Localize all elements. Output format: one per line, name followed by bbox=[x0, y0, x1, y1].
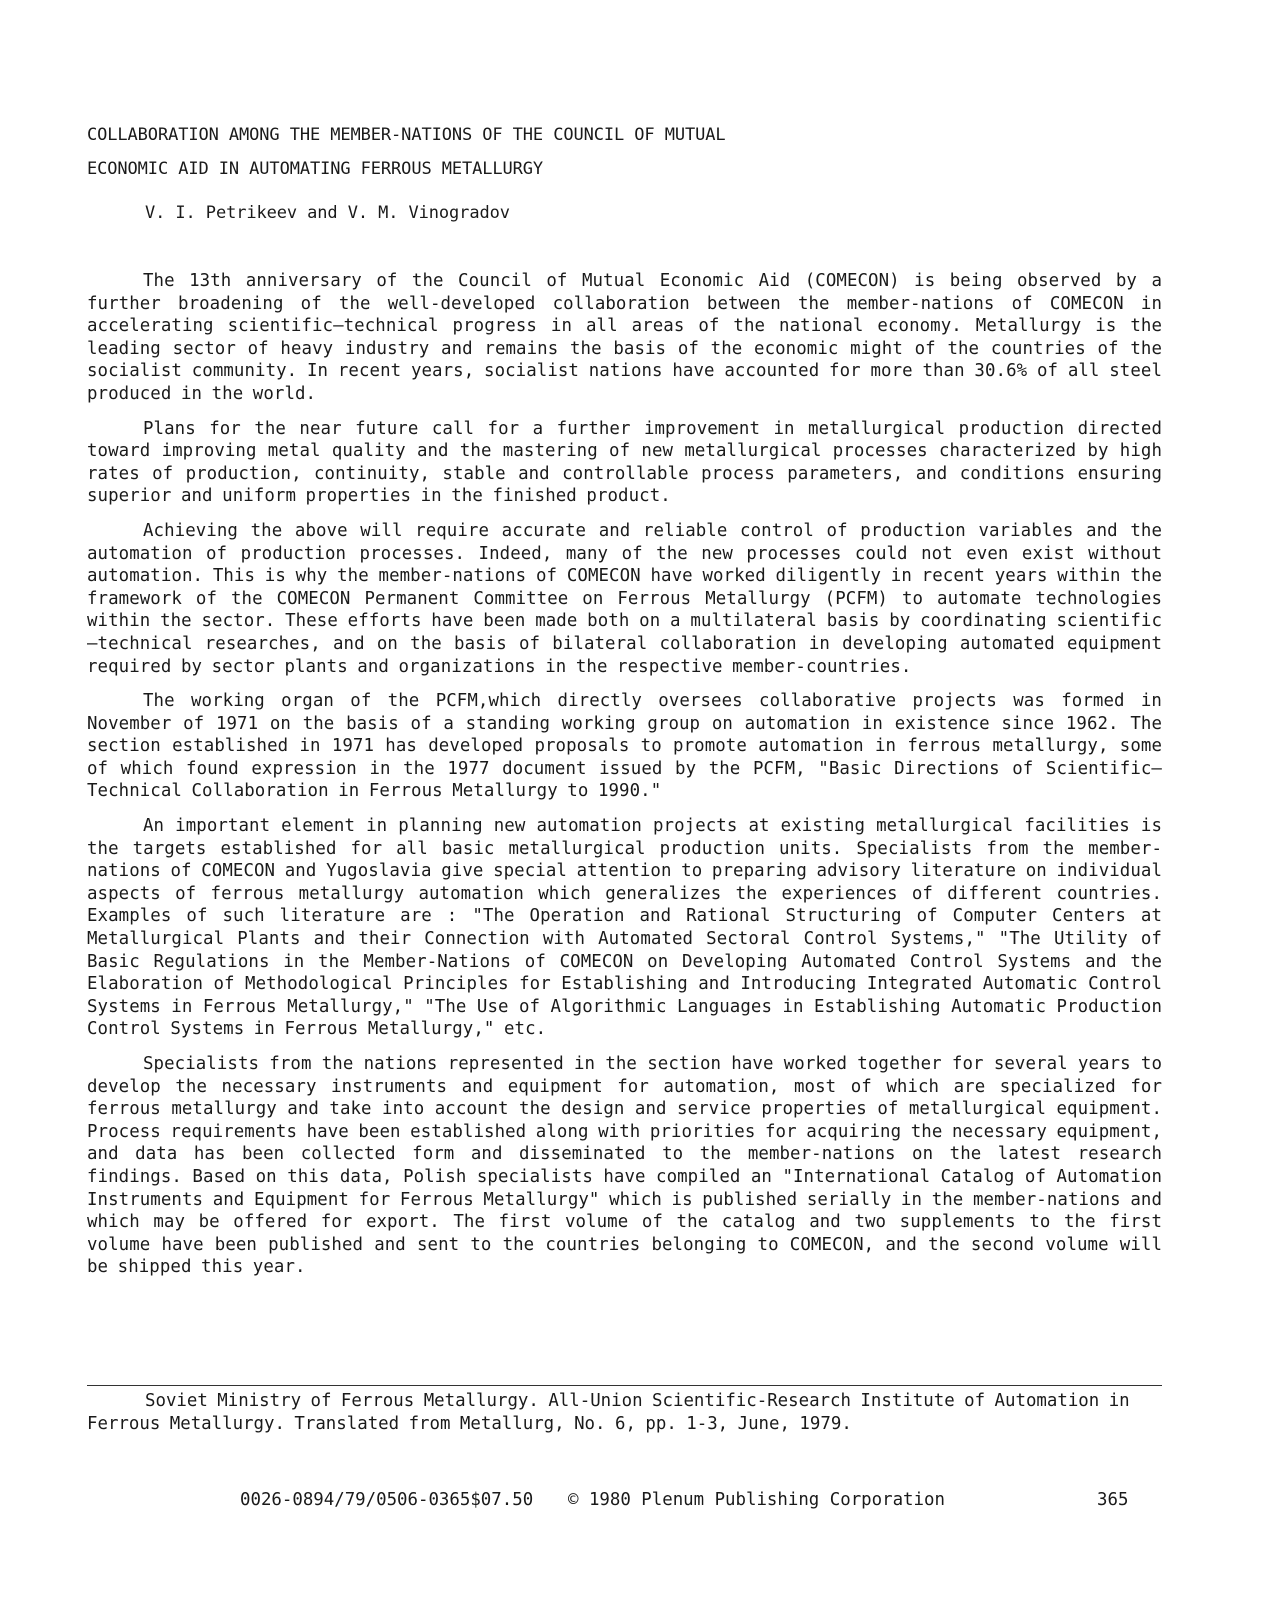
authors: V. I. Petrikeev and V. M. Vinogradov bbox=[145, 203, 510, 223]
paragraph-1: The 13th anniversary of the Council of Mutual Economic Aid (COMECON) is being observed by a further broadening of the well-developed collaboration between the member-nations of COMECON in accelerating scientific—technical progress in all areas of the national economy. Metallurgy is the leading sector of heavy industry and remains the basis of the economic might of the countries of the socialist community. In recent years, socialist nations have accounted for more than 30.6% of all steel produced in the world. bbox=[87, 271, 1162, 404]
paragraph-3: Achieving the above will require accurate and reliable control of production variables and the automation of production processes. Indeed, many of the new processes could not even exist without automation. This is why the member-nations of COMECON have worked diligently in recent years within the framework of the COMECON Permanent Committee on Ferrous Metallurgy (PCFM) to automate technologies within the sector. These efforts have been made both on a multilateral basis by coordinating scientific—technical researches, and on the basis of bilateral collaboration in developing automated equipment required by sector plants and organizations in the respective member-countries. bbox=[87, 520, 1162, 677]
document-code: 0026-0894/79/0506-0365$07.50 bbox=[240, 1490, 534, 1510]
copyright-notice: © 1980 Plenum Publishing Corporation bbox=[568, 1490, 945, 1510]
paragraph-5: An important element in planning new automation projects at existing metallurgical facilities is the targets established for all basic metallurgical production units. Specialists from the member-nations of COMECON and Yugoslavia give special attention to preparing advisory literature on individual aspects of ferrous metallurgy automation which generalizes the experiences of different countries. Examples of such literature are : "The Operation and Rational Structuring of Computer Centers at Metallurgical Plants and their Connection with Automated Sectoral Control Systems," "The Utility of Basic Regulations in the Member-Nations of COMECON on Developing Automated Control Systems and the Elaboration of Methodological Principles for Establishing and Introducing Integrated Automatic Control Systems in Ferrous Metallurgy," "The Use of Algorithmic Languages in Establishing Automatic Production Control Systems in Ferrous Metallurgy," etc. bbox=[87, 816, 1162, 1040]
paragraph-6: Specialists from the nations represented in the section have worked together for several years to develop the necessary instruments and equipment for automation, most of which are specialized for ferrous metallurgy and take into account the design and service properties of metallurgical equipment. Process requirements have been established along with priorities for acquiring the necessary equipment, and data has been collected form and disseminated to the member-nations on the latest research findings. Based on this data, Polish specialists have compiled an "International Catalog of Automation Instruments and Equipment for Ferrous Metallurgy" which is published serially in the member-nations and which may be offered for export. The first volume of the catalog and two supplements to the first volume have been published and sent to the countries belonging to COMECON, and the second volume will be shipped this year. bbox=[87, 1054, 1162, 1278]
page-number: 365 bbox=[1097, 1490, 1129, 1510]
article-body bbox=[87, 270, 1162, 1291]
footnote-divider bbox=[87, 1385, 1162, 1386]
title-line-2: ECONOMIC AID IN AUTOMATING FERROUS METALLURGY bbox=[87, 159, 544, 179]
article-title bbox=[87, 118, 987, 186]
title-line-1: COLLABORATION AMONG THE MEMBER-NATIONS OF THE COUNCIL OF MUTUAL bbox=[87, 125, 726, 145]
paragraph-2: Plans for the near future call for a further improvement in metallurgical production directed toward improving metal quality and the mastering of new metallurgical processes characterized by high rates of production, continuity, stable and controllable process parameters, and conditions ensuring superior and uniform properties in the finished product. bbox=[87, 418, 1162, 507]
footnote: Soviet Ministry of Ferrous Metallurgy. All-Union Scientific-Research Institute of Automation in Ferrous Metallurgy. Translated from Metallurg, No. 6, pp. 1-3, June, 1979. bbox=[87, 1391, 1130, 1434]
paragraph-4: The working organ of the PCFM,which directly oversees collaborative projects was formed in November of 1971 on the basis of a standing working group on automation in existence since 1962. The section established in 1971 has developed proposals to promote automation in ferrous metallurgy, some of which found expression in the 1977 document issued by the PCFM, "Basic Directions of Scientific—Technical Collaboration in Ferrous Metallurgy to 1990." bbox=[87, 691, 1162, 802]
